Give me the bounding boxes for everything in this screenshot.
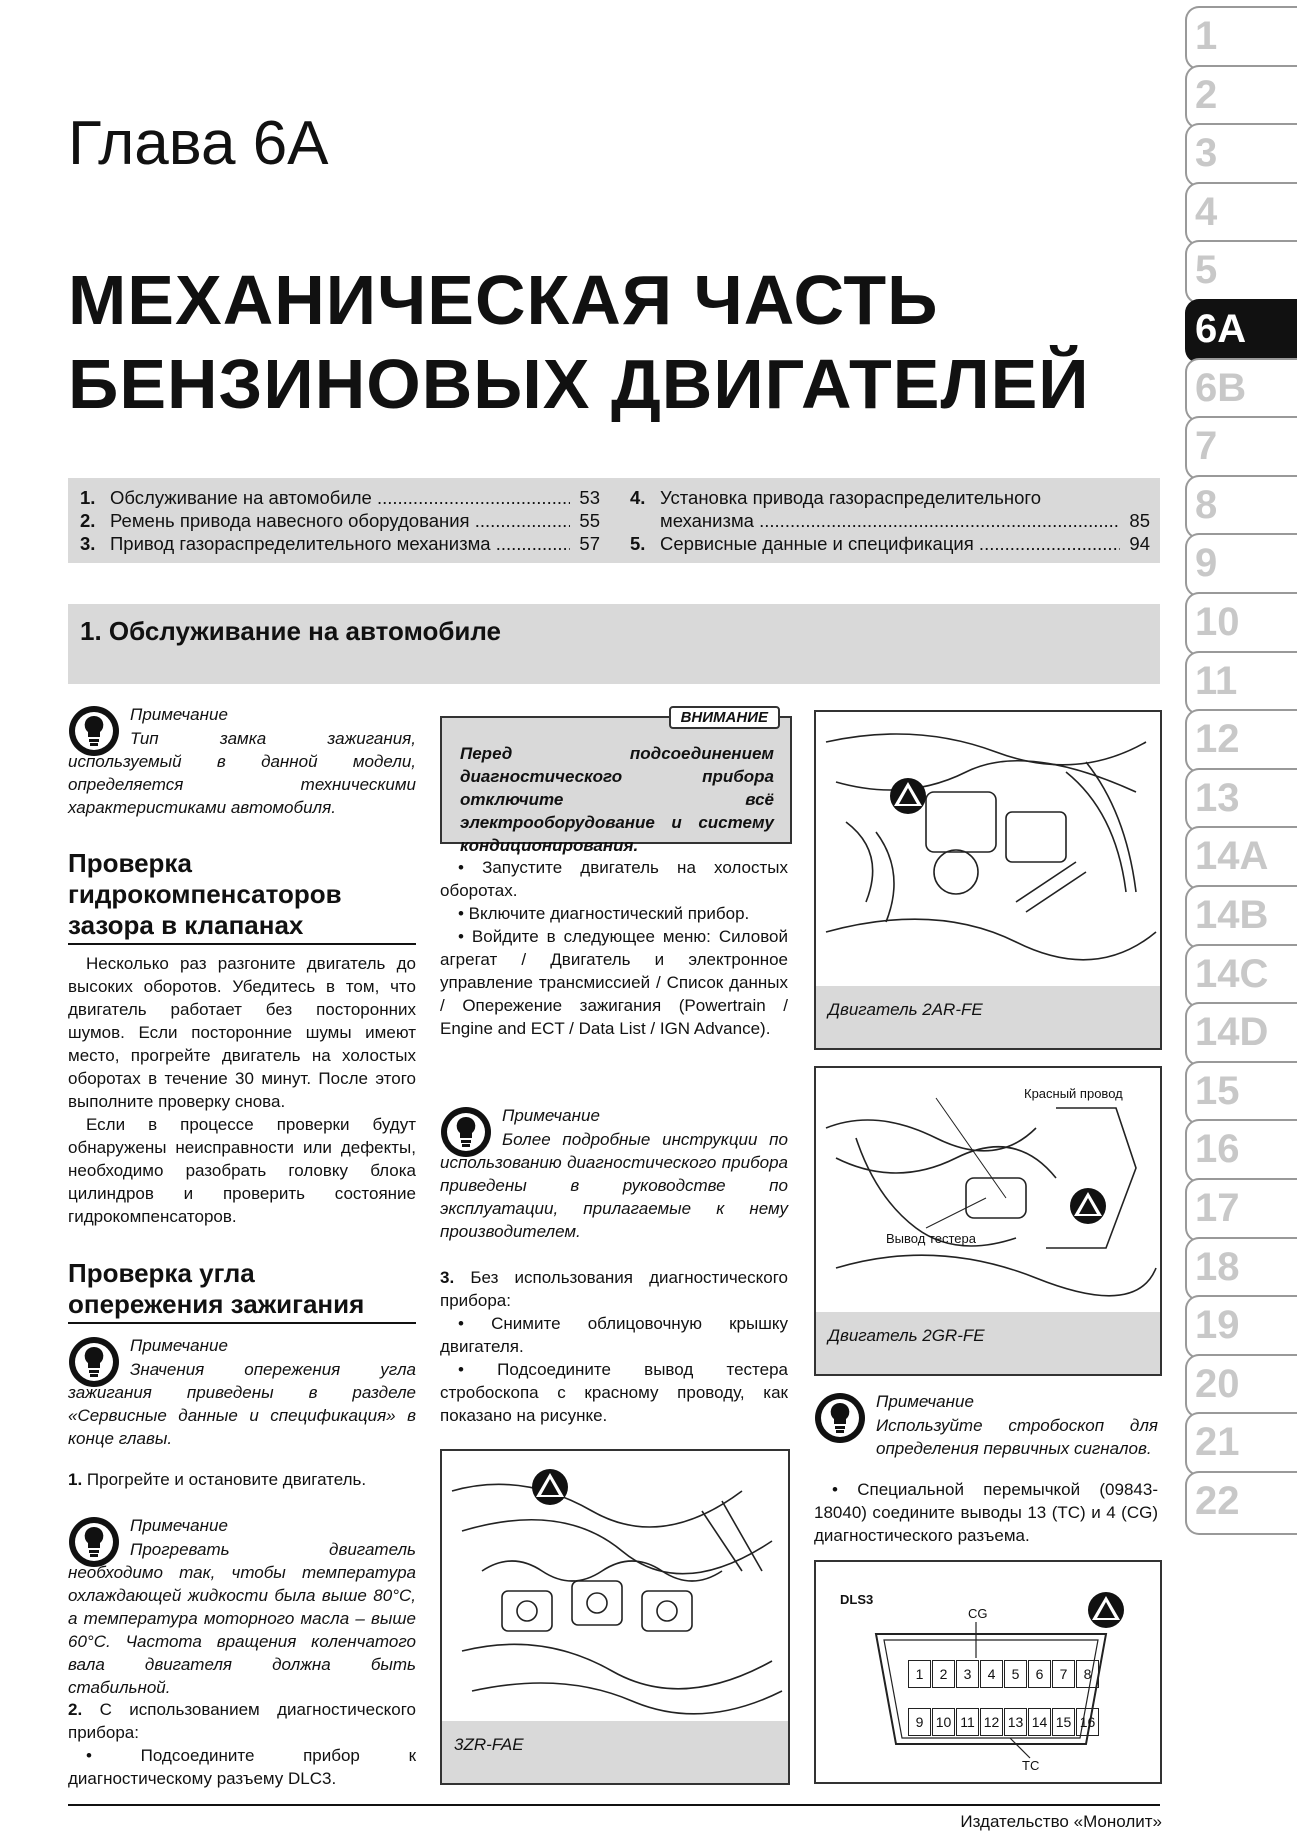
chapter-tab-14d[interactable] [1185, 1002, 1300, 1064]
warning-text: Перед подсоединением диагностического прибора отключите всё электрооборудование и систему кондиционирования. [460, 744, 774, 855]
connector-pin: 16 [1076, 1708, 1099, 1736]
connector-pin: 2 [932, 1660, 955, 1688]
tab-label: 14A [1195, 834, 1269, 879]
connector-pin: 8 [1076, 1660, 1099, 1688]
connector-pin: 7 [1052, 1660, 1075, 1688]
footer-rule [68, 1804, 1160, 1806]
step-text: С использованием диагностического прибора: [68, 1700, 416, 1742]
step [68, 1698, 416, 1790]
note-block [814, 1392, 1158, 1460]
connector-pin: 4 [980, 1660, 1003, 1688]
toc-item[interactable]: 4. Установка привода газораспределительного [630, 487, 1042, 508]
figure-2gr-fe [814, 1066, 1162, 1376]
chapter-tab-2[interactable] [1185, 65, 1300, 127]
figure-caption-bar [816, 986, 1160, 1048]
pin-row-top [908, 1660, 1100, 1688]
step [68, 1468, 416, 1491]
engine-illustration [816, 1068, 1160, 1308]
connector-pin: 15 [1052, 1708, 1075, 1736]
publisher-footer: Издательство «Монолит» [960, 1812, 1162, 1831]
chapter-tab-13[interactable] [1185, 768, 1300, 830]
tab-label: 1 [1195, 14, 1218, 58]
step-number: 3. [440, 1268, 455, 1287]
tab-label: 11 [1195, 658, 1238, 703]
figure-label: Красный провод [1024, 1086, 1123, 1101]
bullet-item: • Включите диагностический прибор. [458, 904, 750, 923]
chapter-tab-17[interactable] [1185, 1178, 1300, 1240]
figure-2ar-fe [814, 710, 1162, 1050]
pin-row-bottom [908, 1708, 1100, 1736]
toc-item[interactable]: 2. Ремень привода навесного оборудования ..... 55 [80, 509, 600, 532]
subheading: Проверка гидрокомпенсаторов зазора в клапанах [68, 848, 416, 945]
pin-label-cg: CG [968, 1606, 988, 1621]
note-text: Используйте стробоскоп для определения первичных сигналов. [876, 1416, 1158, 1458]
pin-label-tc: TC [1022, 1758, 1040, 1773]
tab-label: 7 [1195, 424, 1218, 469]
figure-dlc3 [814, 1560, 1162, 1784]
tab-label: 14C [1195, 951, 1269, 996]
tab-label: 22 [1195, 1479, 1240, 1523]
chapter-title-line1: МЕХАНИЧЕСКАЯ ЧАСТЬ [68, 261, 939, 339]
connector-pin: 10 [932, 1708, 955, 1736]
note-label: Примечание [876, 1392, 974, 1411]
note-text: Более подробные инструкции по использованию диагностического прибора приведены в руководстве по эксплуатации, прилагаемые к нему производителем. [440, 1130, 788, 1241]
lightbulb-icon [814, 1392, 866, 1444]
connector-pin: 6 [1028, 1660, 1051, 1688]
connector-pin: 9 [908, 1708, 931, 1736]
chapter-tab-6b[interactable] [1185, 358, 1300, 420]
chapter-tab-4[interactable] [1185, 182, 1300, 244]
toc-item[interactable]: 1. Обслуживание на автомобиле ..... 53 [80, 486, 600, 509]
tab-label: 14B [1195, 893, 1269, 937]
bullet-list [440, 856, 788, 1040]
figure-caption: Двигатель 2AR-FE [828, 1000, 983, 1019]
step-number: 1. [68, 1470, 83, 1489]
connector-pin: 3 [956, 1660, 979, 1688]
chapter-tab-6a[interactable] [1185, 299, 1300, 361]
toc-item[interactable]: 3. Привод газораспределительного механизма ..... 57 [80, 532, 600, 555]
bullet-item: • Специальной перемычкой (09843-18040) соедините выводы 13 (TC) и 4 (CG) диагностического разъема. [814, 1480, 1158, 1545]
table-of-contents [68, 478, 1160, 563]
tab-label: 9 [1195, 541, 1218, 586]
chapter-tab-16[interactable] [1185, 1119, 1300, 1181]
connector-pin: 5 [1004, 1660, 1027, 1688]
figure-caption: 3ZR-FAE [454, 1735, 524, 1754]
warning-triangle-icon [1088, 1592, 1124, 1628]
figure-3zr-fae [440, 1449, 790, 1785]
bullet-item: • Подсоедините прибор к диагностическому разъему DLC3. [68, 1746, 416, 1788]
tab-label: 8 [1195, 482, 1218, 527]
note-block [68, 705, 416, 817]
chapter-tab-9[interactable] [1185, 533, 1300, 595]
figure-caption: Двигатель 2GR-FE [828, 1326, 985, 1345]
chapter-title-line2: БЕНЗИНОВЫХ ДВИГАТЕЛЕЙ [68, 345, 1090, 423]
note-text: Тип замка зажигания, используемый в данной модели, определяется техническими характеристиками автомобиля. [68, 729, 416, 817]
tab-label: 6B [1195, 365, 1247, 410]
tab-label: 2 [1195, 72, 1218, 117]
tab-label: 17 [1195, 1186, 1240, 1230]
note-text: Прогревать двигатель необходимо так, чтобы температура охлаждающей жидкости была выше 80°С, а температура моторного масла – выше 60°С. Частота вращения коленчатого вала двигателя должна быть стабильной. [68, 1540, 416, 1697]
chapter-tab-20[interactable] [1185, 1354, 1300, 1416]
engine-illustration [442, 1451, 788, 1719]
chapter-tab-11[interactable] [1185, 651, 1300, 713]
note-block [68, 1516, 416, 1697]
chapter-tab-14c[interactable] [1185, 944, 1300, 1006]
chapter-title [68, 258, 1090, 426]
tab-label: 18 [1195, 1244, 1240, 1289]
connector-label: DLS3 [840, 1592, 874, 1607]
toc-item[interactable]: механизма ..... 85 [630, 509, 1150, 532]
bullet-item: • Подсоедините вывод тестера стробоскопа с красному проводу, как показано на рисунке. [440, 1360, 788, 1425]
tab-label: 13 [1195, 775, 1240, 820]
warning-triangle-icon [1070, 1188, 1106, 1224]
tab-label: 4 [1195, 189, 1218, 234]
paragraph-block [68, 952, 416, 1228]
chapter-tab-15[interactable] [1185, 1061, 1300, 1123]
chapter-tab-19[interactable] [1185, 1295, 1300, 1357]
tab-label: 10 [1195, 600, 1240, 644]
chapter-tab-10[interactable] [1185, 592, 1300, 654]
bullet-item: • Войдите в следующее меню: Силовой агрегат / Двигатель и электронное управление трансмиссией / Список данных / Опережение зажигания (Powertrain / Engine and ECT / Data List / IGN Advance). [440, 927, 788, 1038]
paragraph: Несколько раз разгоните двигатель до высоких оборотов. Убедитесь в том, что двигатель работает без посторонних шумов. Если посторонние шумы имеют место, прогрейте двигатель на холостых оборотах в течение 30 минут. После этого выполните проверку снова. [68, 954, 416, 1111]
bullet-item: • Запустите двигатель на холостых оборотах. [440, 858, 788, 900]
tab-label: 14D [1195, 1010, 1269, 1055]
note-block [68, 1336, 416, 1446]
connector-pin: 14 [1028, 1708, 1051, 1736]
chapter-tab-21[interactable] [1185, 1412, 1300, 1474]
tab-label: 20 [1195, 1361, 1240, 1406]
note-label: Примечание [130, 705, 228, 724]
bullet-list [814, 1478, 1158, 1547]
note-label: Примечание [130, 1336, 228, 1355]
subheading: Проверка угла опережения зажигания [68, 1258, 416, 1324]
section-title: 1. Обслуживание на автомобиле [80, 616, 502, 646]
chapter-tab-22[interactable] [1185, 1471, 1300, 1533]
note-label: Примечание [130, 1516, 228, 1535]
bullet-item: • Снимите облицовочную крышку двигателя. [440, 1314, 788, 1356]
step-number: 2. [68, 1700, 83, 1719]
step-text: Прогрейте и остановите двигатель. [86, 1470, 367, 1489]
note-text: Значения опережения угла зажигания приведены в разделе «Сервисные данные и спецификация» в конце главы. [68, 1360, 416, 1448]
tab-label: 15 [1195, 1068, 1240, 1113]
figure-caption-bar [816, 1312, 1160, 1374]
connector-pin: 12 [980, 1708, 1003, 1736]
tab-label: 5 [1195, 248, 1218, 293]
warning-box [440, 709, 792, 855]
section-heading-bar [68, 604, 1160, 684]
chapter-tab-18[interactable] [1185, 1237, 1300, 1299]
tab-label: 6A [1195, 307, 1247, 351]
chapter-tab-5[interactable] [1185, 240, 1300, 302]
tab-label: 19 [1195, 1303, 1240, 1348]
connector-pin: 11 [956, 1708, 979, 1736]
warning-triangle-icon [890, 778, 926, 814]
chapter-tab-12[interactable] [1185, 709, 1300, 771]
chapter-label: Глава 6А [68, 109, 329, 178]
note-label: Примечание [502, 1106, 600, 1125]
connector-pin: 13 [1004, 1708, 1027, 1736]
warning-triangle-icon [532, 1469, 568, 1505]
tab-label: 21 [1195, 1420, 1240, 1465]
chapter-tab-8[interactable] [1185, 475, 1300, 537]
chapter-tab-3[interactable] [1185, 123, 1300, 185]
step [440, 1266, 788, 1427]
paragraph: Если в процессе проверки будут обнаружены неисправности или дефекты, необходимо разобрать головку блока цилиндров и проверить состояние гидрокомпенсаторов. [68, 1115, 416, 1226]
toc-item[interactable]: 5. Сервисные данные и спецификация ..... 94 [630, 532, 1150, 555]
engine-illustration [816, 712, 1160, 972]
chapter-tab-14b[interactable] [1185, 885, 1300, 947]
figure-label: Вывод тестера [886, 1231, 976, 1246]
chapter-tab-1[interactable] [1185, 6, 1300, 68]
tab-label: 3 [1195, 131, 1218, 176]
warning-tag: ВНИМАНИЕ [669, 706, 780, 729]
chapter-tab-7[interactable] [1185, 416, 1300, 478]
tab-label: 12 [1195, 717, 1240, 762]
figure-caption-bar [442, 1721, 788, 1783]
tab-label: 16 [1195, 1127, 1240, 1172]
step-text: Без использования диагностического прибора: [440, 1268, 788, 1310]
connector-pin: 1 [908, 1660, 931, 1688]
chapter-tab-14a[interactable] [1185, 826, 1300, 888]
note-block [440, 1106, 788, 1246]
